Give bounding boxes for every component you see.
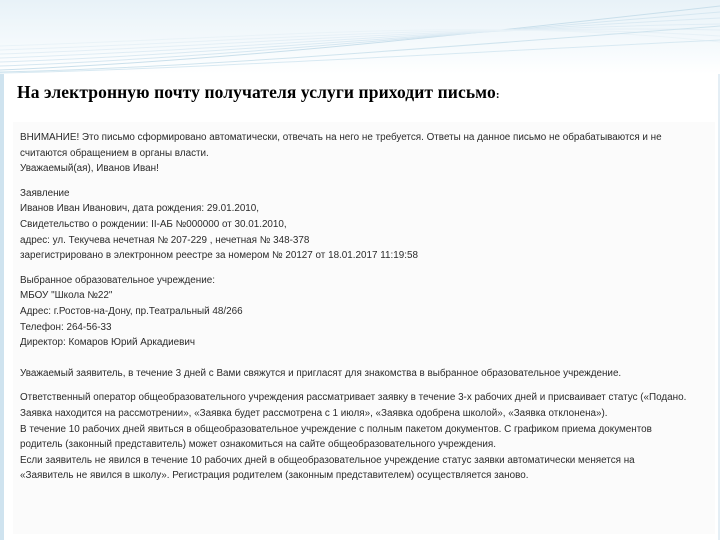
procedure-line-6: «Заявитель не явился в школу». Регистрация родителем (законным представителем) осуществляется заново. bbox=[20, 470, 529, 482]
decorative-swoosh-lines bbox=[0, 0, 720, 74]
slide-heading bbox=[17, 82, 500, 103]
greeting: Уважаемый(ая), Иванов Иван! bbox=[20, 163, 159, 175]
procedure-line-5: Если заявитель не явился в течение 10 рабочих дней в общеобразовательное учреждение статус заявки автоматически меняется на bbox=[20, 454, 635, 466]
application-line-4: зарегистрировано в электронном реестре за номером № 20127 от 18.01.2017 11:19:58 bbox=[20, 250, 418, 262]
school-phone: Телефон: 264-56-33 bbox=[20, 321, 112, 333]
warning-line-2: считаются обращением в органы власти. bbox=[20, 147, 209, 159]
school-address: Адрес: г.Ростов-на-Дону, пр.Театральный 48/266 bbox=[20, 305, 243, 317]
procedure-line-4: родитель (законный представитель) может ознакомиться на сайте общеобразовательного учреждения. bbox=[20, 439, 496, 451]
application-line-1: Иванов Иван Иванович, дата рождения: 29.01.2010, bbox=[20, 203, 260, 215]
application-title: Заявление bbox=[20, 187, 70, 199]
email-body bbox=[20, 130, 710, 484]
school-title: Выбранное образовательное учреждение: bbox=[20, 274, 215, 286]
slide-heading-text: На электронную почту получателя услуги приходит письмо bbox=[17, 82, 496, 102]
procedure-line-3: В течение 10 рабочих дней явиться в общеобразовательное учреждение с полным пакетом документов. С графиком приема документов bbox=[20, 423, 652, 435]
application-line-2: Свидетельство о рождении: II-АБ №000000 от 30.01.2010, bbox=[20, 218, 287, 230]
slide-heading-colon: : bbox=[495, 89, 500, 101]
procedure-line-1: Ответственный оператор общеобразовательного учреждения рассматривает заявку в течение 3-х рабочих дней и присваивает статус («Подано. bbox=[20, 392, 687, 404]
warning-line-1: ВНИМАНИЕ! Это письмо сформировано автоматически, отвечать на него не требуется. Ответы на данное письмо не обрабатываются и не bbox=[20, 132, 662, 143]
application-line-3: адрес: ул. Текучева нечетная № 207-229 , нечетная № 348-378 bbox=[20, 234, 310, 246]
contact-notice: Уважаемый заявитель, в течение 3 дней с Вами свяжутся и пригласят для знакомства в выбранное образовательное учреждение. bbox=[20, 367, 622, 379]
school-name: МБОУ "Школа №22" bbox=[20, 290, 113, 302]
decorative-header-band bbox=[0, 0, 720, 74]
procedure-line-2: Заявка находится на рассмотрении», «Заявка будет рассмотрена с 1 июля», «Заявка одобрена школой», «Заявка отклонена»). bbox=[20, 407, 608, 419]
school-director: Директор: Комаров Юрий Аркадиевич bbox=[20, 337, 196, 349]
